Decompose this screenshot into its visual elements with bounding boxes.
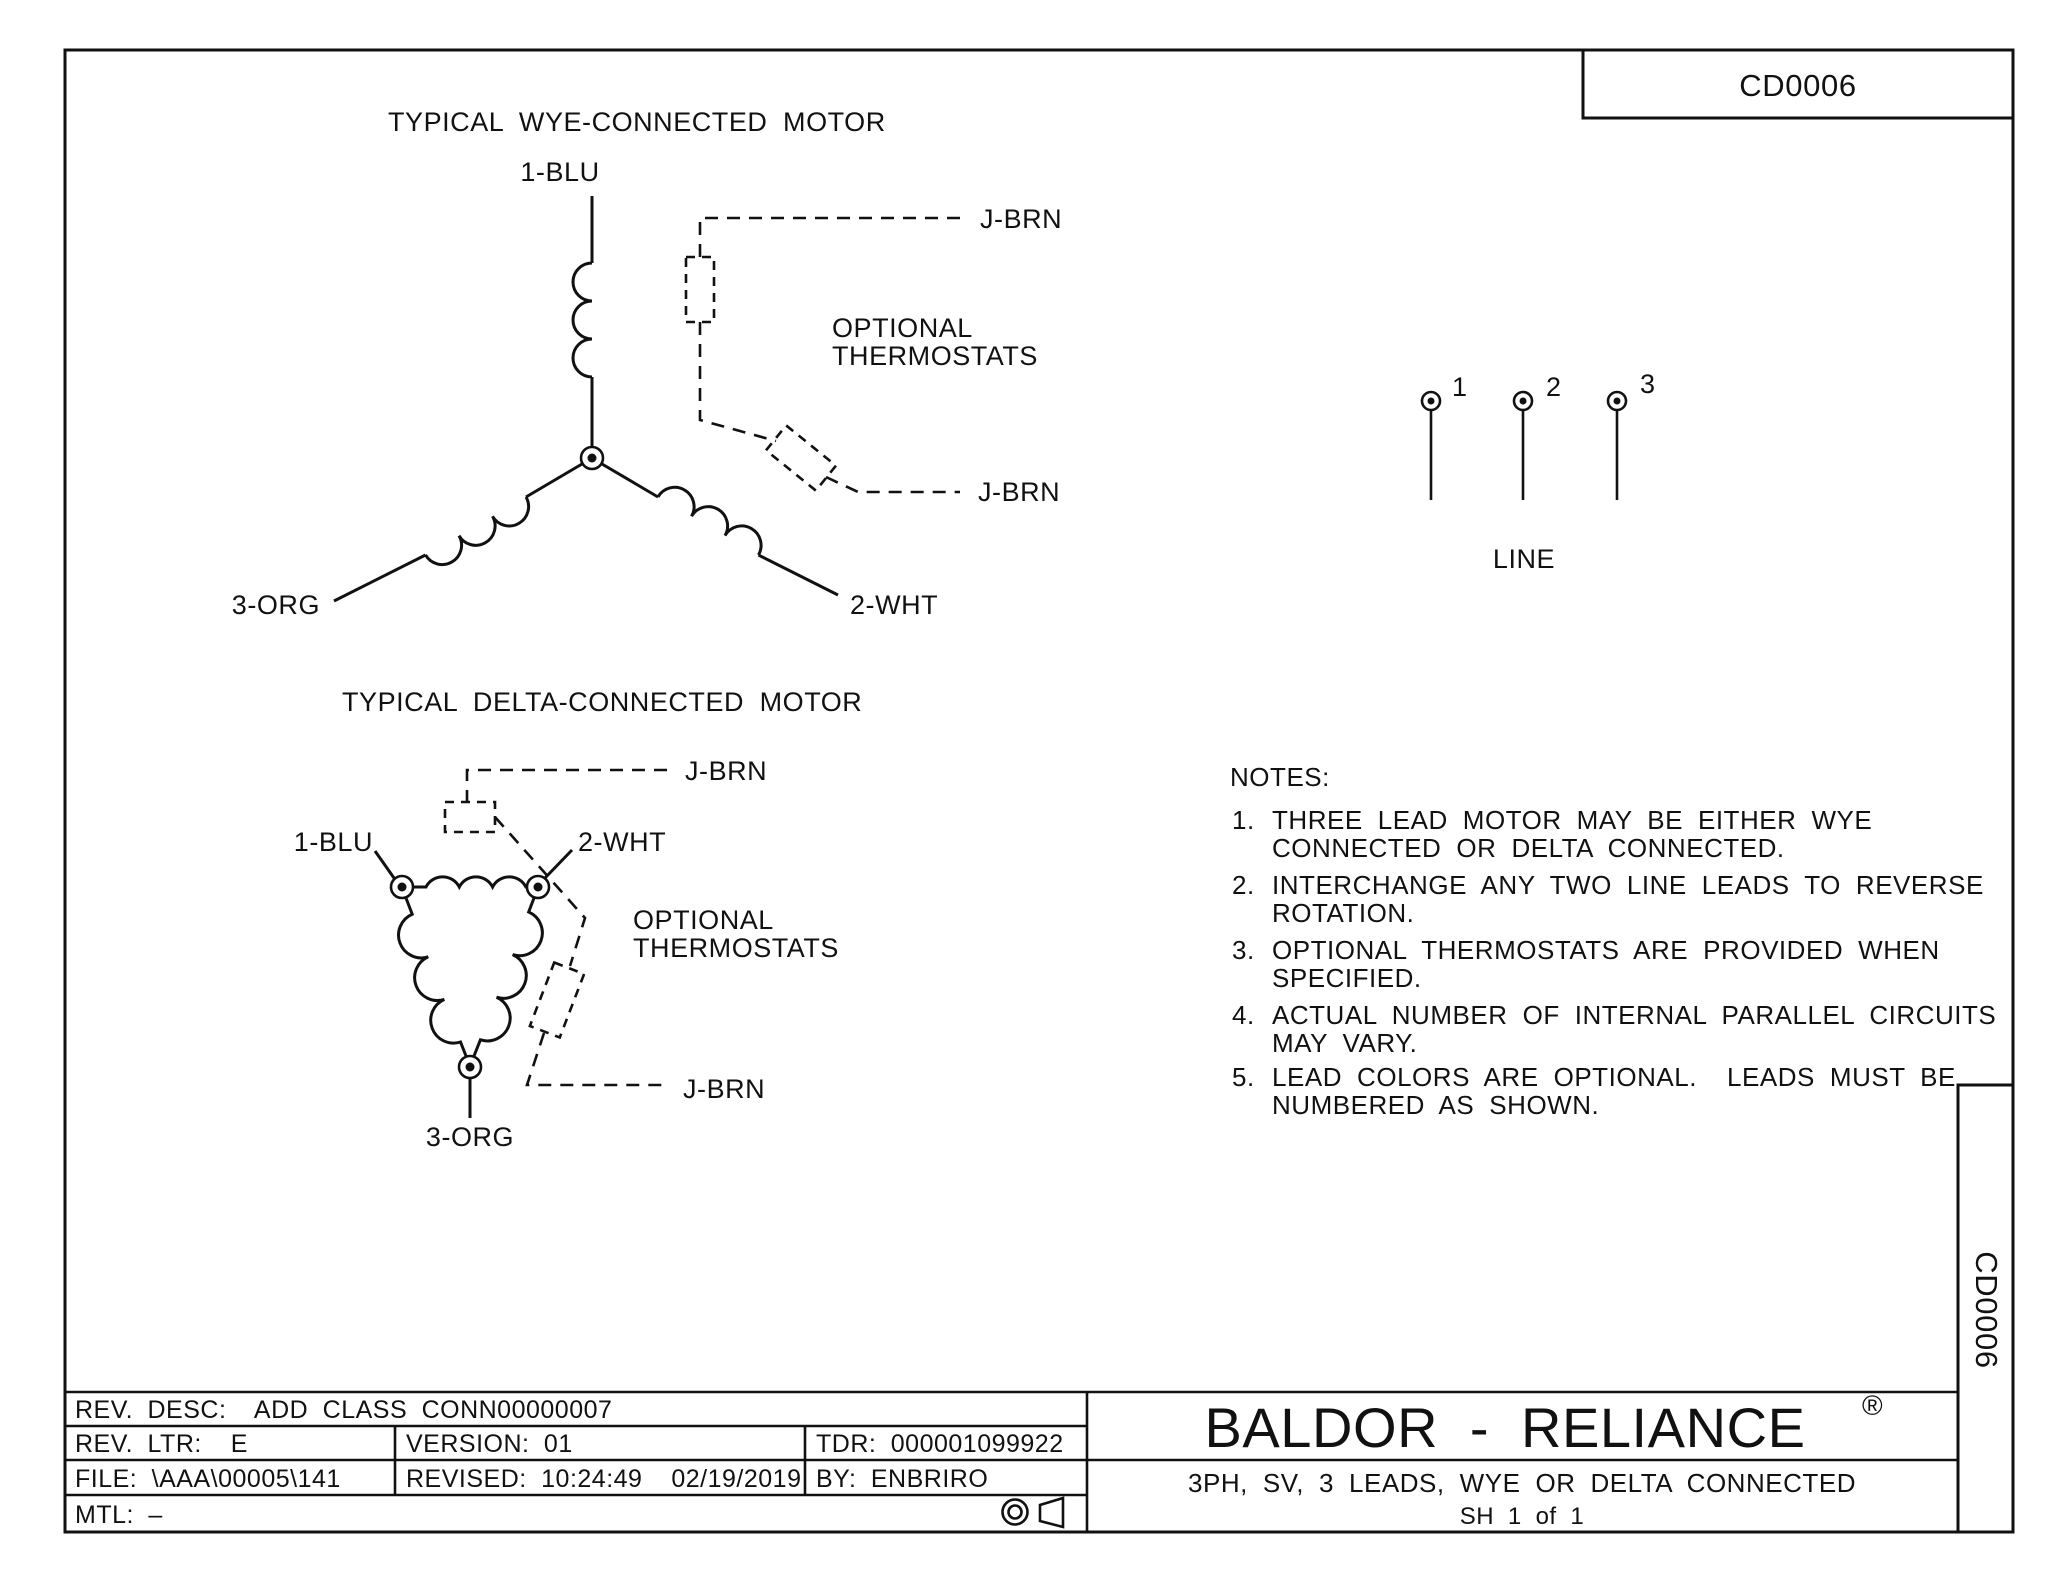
delta-lead1-label: 1-BLU (293, 827, 373, 857)
note-3-line2: SPECIFIED. (1272, 963, 1422, 993)
note-item (1232, 1062, 1956, 1120)
wye-thermostat-lead-bottom-label: J-BRN (978, 477, 1061, 507)
note-5-line2: NUMBERED AS SHOWN. (1272, 1090, 1600, 1120)
delta-thermostat-1 (445, 802, 495, 832)
wye-coil-1 (573, 263, 592, 377)
note-2-line2: ROTATION. (1272, 898, 1415, 928)
note-item (1232, 805, 1872, 863)
delta-thermostat-lead-top-label: J-BRN (685, 756, 768, 786)
rev-desc-field: REV. DESC: ADD CLASS CONN00000007 (75, 1396, 613, 1424)
by-field: BY: ENBRIRO (816, 1465, 989, 1493)
wye-lead2-wire (759, 555, 839, 595)
delta-thermostat-wire-bottom (527, 1033, 665, 1085)
wye-coil2-stem (602, 464, 658, 497)
note-item (1232, 935, 1940, 993)
wye-title: TYPICAL WYE-CONNECTED MOTOR (388, 107, 886, 137)
note-item (1232, 870, 1984, 928)
wye-coil-3 (426, 497, 529, 565)
delta-thermostat-wire-top (467, 770, 667, 802)
line-terminal-1-label: 1 (1452, 372, 1468, 402)
notes-section (1230, 762, 1996, 1120)
line-terminals (1422, 369, 1656, 574)
wye-thermostat-circuit (686, 204, 1062, 507)
wye-thermostat-1 (686, 257, 714, 322)
delta-coil-right (474, 898, 542, 1056)
wye-thermostat-caption-line1: OPTIONAL (832, 313, 973, 343)
brand-name: BALDOR - RELIANCE (1204, 1396, 1806, 1459)
note-4-line2: MAY VARY. (1272, 1028, 1418, 1058)
rev-ltr-field: REV. LTR: E (75, 1430, 248, 1458)
note-5-number: 5. (1232, 1062, 1255, 1092)
line-terminal-1-dot (1428, 398, 1435, 405)
delta-terminal-2-dot (534, 883, 543, 892)
line-terminal-3-dot (1614, 398, 1621, 405)
note-4-number: 4. (1232, 1000, 1255, 1030)
wye-thermostat-wire-mid (700, 322, 776, 441)
wye-lead3-wire (334, 555, 426, 601)
wye-lead2-label: 2-WHT (850, 590, 939, 620)
delta-thermostat-caption-line1: OPTIONAL (633, 905, 774, 935)
drawing-number-side: CD0006 (1969, 1251, 2004, 1369)
delta-terminal-1-dot (398, 883, 407, 892)
delta-lead2-wire (545, 850, 572, 878)
delta-terminal-3-dot (466, 1063, 475, 1072)
note-2-line1: INTERCHANGE ANY TWO LINE LEADS TO REVERSE (1272, 870, 1984, 900)
file-field: FILE: \AAA\00005\141 (75, 1465, 341, 1493)
wye-thermostat-wire-top (700, 218, 960, 257)
note-item (1232, 1000, 1996, 1058)
wye-thermostat-wire-bottom (826, 477, 960, 492)
drawing-border (65, 50, 2013, 1532)
notes-heading: NOTES: (1230, 762, 1330, 792)
note-1-number: 1. (1232, 805, 1255, 835)
wye-coil3-stem (526, 464, 582, 497)
delta-lead1-wire (375, 851, 394, 878)
delta-thermostat-caption-line2: THERMOSTATS (633, 933, 839, 963)
line-terminal-2-label: 2 (1546, 372, 1562, 402)
wye-lead3-label: 3-ORG (231, 590, 320, 620)
delta-coil-left (399, 898, 466, 1056)
wye-motor-diagram (232, 107, 1062, 620)
drawing-subtitle: 3PH, SV, 3 LEADS, WYE OR DELTA CONNECTED (1188, 1468, 1856, 1498)
delta-lead2-label: 2-WHT (578, 827, 667, 857)
sheet-number: SH 1 of 1 (1459, 1503, 1585, 1530)
version-field: VERSION: 01 (406, 1430, 573, 1458)
mtl-field: MTL: – (75, 1501, 163, 1529)
delta-thermostat-circuit (445, 756, 839, 1104)
delta-lead3-label: 3-ORG (425, 1122, 515, 1152)
revised-field: REVISED: 10:24:49 02/19/2019 (406, 1465, 802, 1493)
wye-thermostat-caption-line2: THERMOSTATS (832, 341, 1038, 371)
drawing-number-top: CD0006 (1739, 68, 1857, 103)
delta-title: TYPICAL DELTA-CONNECTED MOTOR (342, 687, 863, 717)
note-1-line2: CONNECTED OR DELTA CONNECTED. (1272, 833, 1785, 863)
line-terminal-3-label: 3 (1640, 369, 1656, 399)
delta-motor-diagram (294, 687, 863, 1152)
wye-coil-2 (658, 487, 761, 555)
line-terminal-2-dot (1520, 398, 1527, 405)
wye-star-point-dot (588, 454, 597, 463)
note-5-line1: LEAD COLORS ARE OPTIONAL. LEADS MUST BE (1272, 1062, 1956, 1092)
wye-thermostat-lead-top-label: J-BRN (980, 204, 1063, 234)
registered-trademark-icon: ® (1862, 1390, 1884, 1421)
wye-thermostat-2 (766, 425, 836, 490)
delta-coil-top (414, 877, 526, 887)
tdr-field: TDR: 000001099922 (816, 1430, 1064, 1458)
line-caption: LINE (1492, 544, 1556, 574)
note-2-number: 2. (1232, 870, 1255, 900)
delta-thermostat-lead-bottom-label: J-BRN (683, 1074, 766, 1104)
note-4-line1: ACTUAL NUMBER OF INTERNAL PARALLEL CIRCUITS (1272, 1000, 1997, 1030)
third-angle-projection-icon (1003, 1498, 1064, 1527)
note-3-line1: OPTIONAL THERMOSTATS ARE PROVIDED WHEN (1272, 935, 1940, 965)
note-1-line1: THREE LEAD MOTOR MAY BE EITHER WYE (1272, 805, 1873, 835)
wye-lead1-label: 1-BLU (520, 157, 600, 187)
delta-thermostat-2 (530, 963, 584, 1038)
note-3-number: 3. (1232, 935, 1255, 965)
title-block (65, 1390, 1958, 1532)
